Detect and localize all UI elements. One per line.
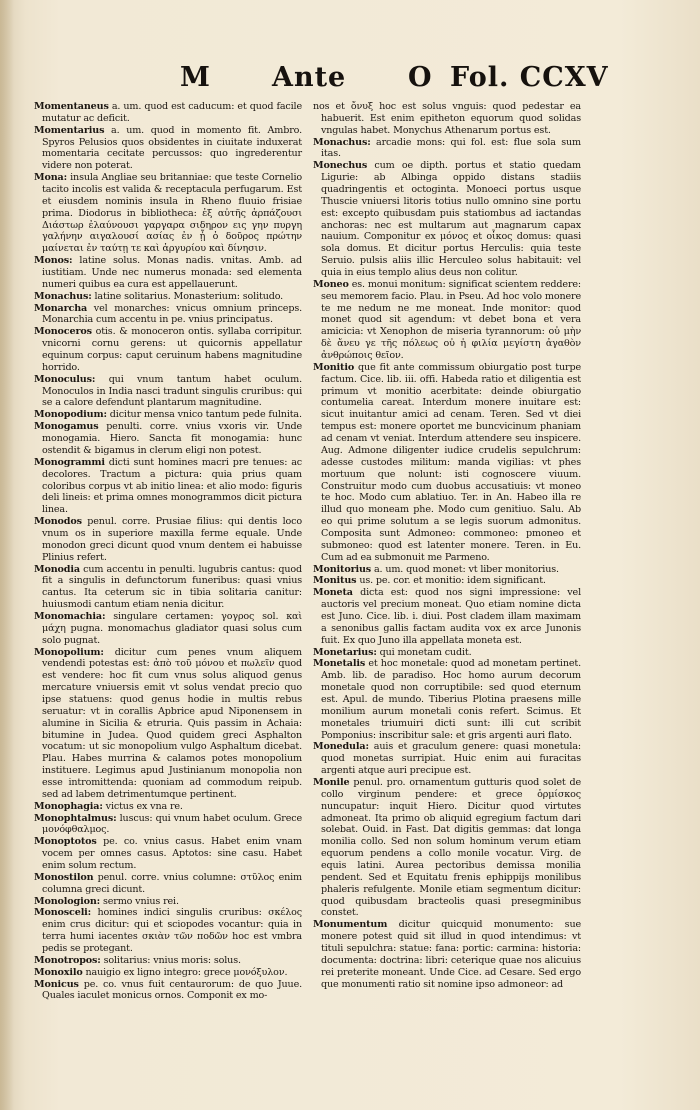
dictionary-entry xyxy=(34,801,302,813)
dictionary-entry xyxy=(313,160,581,279)
entry-definition: nauigio ex ligno integro: grece μονόξυλον. xyxy=(85,966,288,978)
dictionary-entry xyxy=(313,647,581,659)
right-column xyxy=(313,101,581,990)
entry-definition: homines indici singulis cruribus: σκέλος enim crus dicitur: qui et sciopodes vocantur: quia in terra humi iacentes σκιὰν τῶν ποδῶν hoc est vmbra pedis se protegant. xyxy=(42,907,302,955)
folio-number: Fol. CCXV xyxy=(450,62,609,93)
entry-definition: penul. corre. vnius columne: στῦλος enim columna greci dicunt. xyxy=(42,871,302,895)
entry-definition: victus ex vna re. xyxy=(105,800,183,812)
entry-definition: cum oe dipth. portus et statio quedam Ligurie: ab Albinga oppido distans stadiis quadringentis et octoginta. Monoeci portus usque Thuscie vniuersi litoris totius nullo omnino sine portu est: excepto quibusdam puis statiombus ad iactandas anchoras: nec est multarum aut magnarum capax nauium. Componitur ex μόνος et οἶκος domus: quasi sola domus. Et dicitur portus Herculis: quia teste Seruio. pulsis aliis illic Herculeo solus habitauit: vel quia in eius templo alius deus non colitur. xyxy=(321,160,582,279)
entry-headword: Monogrammi xyxy=(34,456,105,468)
dictionary-entry xyxy=(34,896,302,908)
entry-definition: nos et ὄνυξ hoc est solus vnguis: quod pedestar ea habuerit. Est enim epitheton equorum quod solidas vngulas habet. Monychus Athenarum portus est. xyxy=(313,101,581,136)
header-word: Ante xyxy=(272,62,347,93)
entry-definition: penul. pro. ornamentum gutturis quod solet de collo virginum pendere: et grece ὁρμίσκος nuncupatur: inquit Hiero. Dicitur quod virtutes admoneat. Ita primo ob aliquid egregium factum dari solebat. Ouid. in Fast. Dat digitis gemmas: dat longa monilia collo. Sed non solum hominum verum etiam equorum pendens a collo monile vocatur. Virg. de equis latini. Aurea pectoribus demissa monilia pendent. Sed et Equitatu frenis ephippijs monilibus phaleris refulgente. Monile etiam segmentum dicitur: quod quibusdam bracteolis quasi presegminibus constet. xyxy=(321,776,581,919)
entry-headword: Monophtalmus: xyxy=(34,812,117,824)
dictionary-entry xyxy=(313,658,581,741)
entry-definition: pe. co. vnus fuit centaurorum: de quo Juue. Quales iaculet monicus ornos. Componit ex mo- xyxy=(42,978,303,1002)
dictionary-entry xyxy=(34,409,302,421)
entry-definition: a. um. quod in momento fit. Ambro. Spyros Pelusios quos obsidentes in ciuitate induxerat momentaria cecitate percussos: quo ingrederentur videre non poterat. xyxy=(42,124,302,172)
dictionary-entry xyxy=(34,101,302,125)
entry-definition: dicitur mensa vnico tantum pede fulnita. xyxy=(109,409,302,421)
entry-headword: Monos: xyxy=(34,255,73,267)
dictionary-entry xyxy=(313,777,581,919)
entry-headword: Monopodium: xyxy=(34,409,107,421)
entry-headword: Monetarius: xyxy=(313,646,377,658)
dictionary-entry xyxy=(34,291,302,303)
left-column xyxy=(34,101,302,1002)
entry-headword: Monumentum xyxy=(313,919,388,931)
entry-definition: latine solus. Monas nadis. vnitas. Amb. ad iustitiam. Unde nec numerus monada: sed elementa numeri quibus ea cura est appellauerunt. xyxy=(42,255,303,290)
dictionary-entry xyxy=(313,279,581,362)
running-header xyxy=(180,62,610,102)
entry-definition: singulare certamen: γογρος sol. καὶ μάχη pugna. monomachus gladiator quasi solus cum solo pugnat. xyxy=(42,610,302,646)
dictionary-entry xyxy=(34,872,302,896)
entry-headword: Monetalis xyxy=(313,658,366,670)
entry-headword: Monophagia: xyxy=(34,800,103,812)
dictionary-entry xyxy=(34,979,302,1003)
dictionary-entry xyxy=(34,516,302,563)
entry-headword: Monechus xyxy=(313,160,368,172)
dictionary-entry xyxy=(313,575,581,587)
entry-headword: Moneo xyxy=(313,278,349,290)
entry-definition: otis. & monoceron ontis. syllaba corripitur. vnicorni cornu gerens: ut quicornis appellatur equinum corpus: caput ceruinum habens magnitudine horrido. xyxy=(42,326,303,373)
entry-headword: Monitorius xyxy=(313,563,372,575)
dictionary-entry xyxy=(313,137,581,161)
header-letter: M xyxy=(180,62,211,93)
entry-definition: penulti. corre. vnius vxoris vir. Unde monogamia. Hiero. Sancta fit monogamia: hunc ostendit & bigamus in clerum eligi non potest. xyxy=(42,421,303,456)
dictionary-entry xyxy=(34,907,302,954)
entry-headword: Monogamus xyxy=(34,421,99,433)
dictionary-entry xyxy=(34,611,302,647)
dictionary-entry xyxy=(34,421,302,457)
entry-headword: Monachus: xyxy=(34,290,92,302)
entry-headword: Monedula: xyxy=(313,741,369,753)
entry-definition: vel monarches: vnicus omnium princeps. Monarchia cum accentu in pe. vnius principatus. xyxy=(42,302,302,326)
header-range: O xyxy=(408,62,433,93)
entry-definition: a. um. quod monet: vt liber monitorius. xyxy=(373,563,559,575)
entry-headword: Monile xyxy=(313,776,350,788)
dictionary-entry xyxy=(313,919,581,990)
dictionary-entry xyxy=(34,457,302,516)
entry-definition: sermo vnius rei. xyxy=(102,895,179,907)
entry-definition: arcadie mons: qui fol. est: flue sola sum itas. xyxy=(321,136,582,160)
dictionary-entry xyxy=(34,303,302,327)
dictionary-entry xyxy=(34,647,302,801)
entry-definition: luscus: qui vnum habet oculum. Grece μονόφθαλμος. xyxy=(42,812,302,836)
entry-definition: dicitur cum penes vnum aliquem vendendi potestas est: ἀπὸ τοῦ μόνου et πωλεῖν quod est vendere: hoc fit cum vnus solus aliquod genus mercature vniuersis emit vt solus vendat precio quo ipse statuens: quod genus hodie in multis rebus seruatur: vt in corallis Apbrice apud Niponensem in alumine in Sicilia & etruria. Quis passim in Achaia: bitumine in Judea. Quod quidem greci Asphalton vocatum: ut sic monopolium vulgo Asphaltum dicebat. Plau. Habes murrina & calamos potes monopolium instituere. Legimus apud Justinianum monopolia non esse intromittenda: quoniam ad commodum reipub. sed ad labem detrimentumque pertinent. xyxy=(42,646,302,800)
entry-definition: insula Angliae seu britanniae: que teste Cornelio tacito incolis est valida & receptacula perfugarum. Est et eiusdem nominis insula in Rheno fluuio frisiae prima. Diodorus in bibliotheca: ἐξ αὐτῆς ἁρπάζουσι Διάστωρ ἐλαύνουσι γαργαρα σιδηρον εις γην πυργη γαλήνην αιγαλουσί ασίας ἐν ᾗ ὁ δοῦρος πρώτην μαίνεται ἐν ταύτῃ τε καὶ ἀργυρίου καὶ δίνησιν. xyxy=(42,172,302,255)
entry-headword: Monosceli: xyxy=(34,907,92,919)
dictionary-entry xyxy=(313,564,581,576)
entry-headword: Monoxilo xyxy=(34,966,83,978)
entry-headword: Monodos xyxy=(34,516,82,528)
entry-headword: Monoceros xyxy=(34,326,92,338)
entry-headword: Monarcha xyxy=(34,302,88,314)
entry-definition: pe. co. vnius casus. Habet enim vnam vocem per omnes casus. Aptotos: sine casu. Habet enim solum rectum. xyxy=(42,836,302,871)
dictionary-entry xyxy=(34,326,302,373)
dictionary-entry xyxy=(34,172,302,255)
entry-definition: que fit ante commissum obiurgatio post turpe factum. Cice. lib. iii. offi. Habeda ratio et diligentia est primum vt monitio acerbitate: deinde obiurgatio contumelia careat. Interdum monere inuitare est: sicut inuitantur amici ad cenam. Teren. Sed vt diei tempus est: monere oportet me buncvicinum phaniam ad cenam vt veniat. Interdum attendere seu inspicere. Aug. Admone diligenter iudice crudelis sepulchrum: adesse custodes militum: manda vigilias: vt phes mortuum que nolunt: isti cognoscere viuum. Construitur modo cum duobus accusatiuis: vt moneo te hoc. Modo cum ablatiuo. Ter. in An. Habeo illa re illud quo moneam phe. Modo cum genitiuo. Salu. Ab eo qui prime solutum a se legis suorum admonitus. Composita sunt Admoneo: commoneo: pmoneo et submoneo: quod est latenter monere. Teren. in Eu. Cum ad ea submonuit me Parmeno. xyxy=(321,361,581,563)
entry-headword: Monicus xyxy=(34,978,79,990)
entry-definition: cum accentu in penulti. lugubris cantus: quod fit a singulis in defunctorum funeribus: quasi vnius cantus. Ita ceterum sic in tibia solitaria canitur: huiusmodi cantum etiam nenia dicitur. xyxy=(42,563,302,611)
entry-headword: Monoptotos xyxy=(34,836,97,848)
entry-headword: Moneta xyxy=(313,587,353,599)
dictionary-entry xyxy=(313,101,581,137)
dictionary-entry xyxy=(313,587,581,646)
dictionary-entry xyxy=(34,125,302,172)
entry-headword: Monotropos: xyxy=(34,954,101,966)
entry-headword: Monopolium: xyxy=(34,646,104,658)
entry-headword: Monostilon xyxy=(34,871,94,883)
dictionary-entry xyxy=(34,967,302,979)
entry-headword: Momentarius xyxy=(34,124,105,136)
dictionary-entry xyxy=(34,564,302,611)
entry-headword: Monitus xyxy=(313,575,357,587)
entry-definition: us. pe. cor. et monitio: idem significant. xyxy=(359,575,546,587)
entry-headword: Mona: xyxy=(34,172,68,184)
entry-definition: qui monetam cudit. xyxy=(379,646,472,658)
dictionary-entry xyxy=(34,255,302,291)
dictionary-entry xyxy=(34,836,302,872)
dictionary-entry xyxy=(34,955,302,967)
entry-headword: Monologion: xyxy=(34,895,101,907)
entry-definition: dicta est: quod nos signi impressione: vel auctoris vel precium moneat. Quo etiam nomine dicta est Juno. Cice. lib. i. diui. Post cladem illam maximam a senonibus gallis factam audita vox ex arce Junonis fuit. Ex quo Juno illa appellata moneta est. xyxy=(321,587,582,646)
dictionary-entry xyxy=(313,741,581,777)
entry-headword: Monoculus: xyxy=(34,373,96,385)
entry-headword: Monachus: xyxy=(313,136,371,148)
entry-headword: Momentaneus xyxy=(34,101,109,112)
entry-definition: latine solitarius. Monasterium: solitudo. xyxy=(94,290,284,302)
entry-definition: a. um. quod est caducum: et quod facile mutatur ac deficit. xyxy=(42,101,303,124)
entry-definition: dicti sunt homines macri pre tenues: ac decolores. Tractum a pictura: quia prius quam coloribus corpus vt ab initio linea: et alio modo: figuris deli lineis: et prima omnes monogrammos dicit pictura linea. xyxy=(42,456,302,516)
entry-definition: qui vnum tantum habet oculum. Monoculos in India nasci tradunt singulis cruribus: qui se a calore defendunt plantarum magnitudine. xyxy=(42,373,302,409)
entry-definition: es. monui monitum: significat scientem reddere: seu memorem facio. Plau. in Pseu. Ad hoc volo monere te me nedum ne me moneat. Inde monitor: quod monet quod sit agendum: vt debet bona et vera amicicia: vt Xenophon de miseria tyrannorum: οὐ μὴν δὲ ἄνευ γε τῆς πόλεως οὐ ἡ φιλία μεγίστη ἀγαθὸν ἀνθρώποις θεῖον. xyxy=(321,278,581,362)
dictionary-entry xyxy=(34,374,302,410)
entry-headword: Monomachia: xyxy=(34,610,106,622)
entry-definition: dicitur quicquid monumento: sue monere potest quid sit illud in quod intendimus: vt tituli sepulchra: statue: fana: portic: carmina: historia: documenta: doctrina: libri: ceterique quae nos alicuius rei preterite moneant. Unde Cice. ad Cesare. Sed ergo que monumenti ratio sit nomine ipso admoneor: ad xyxy=(321,919,581,990)
entry-definition: auis et graculum genere: quasi monetula: quod monetas surripiat. Huic enim aui furacitas argenti atque auri precipue est. xyxy=(321,741,581,777)
dictionary-entry xyxy=(313,362,581,564)
dictionary-entry xyxy=(34,813,302,837)
entry-headword: Monodia xyxy=(34,563,80,575)
entry-definition: solitarius: vnius moris: solus. xyxy=(103,954,241,966)
entry-definition: penul. corre. Prusiae filius: qui dentis loco vnum os in superiore maxilla ferme equale. Unde monodon greci dicunt quod vnum dentem ei habuisse Plinius refert. xyxy=(42,516,302,563)
entry-definition: et hoc monetale: quod ad monetam pertinet. Amb. lib. de paradiso. Hoc homo aurum decorum monetale quod non corruptibile: sed quod eternum est. Apul. de mundo. Tiberius Plotina praesens mille monilium aurum monetali conis refert. Scimus. Et monetales triumuiri dicti sunt: illi cut scribit Pomponius: inscribitur sale: et gris argenti auri flato. xyxy=(321,658,582,741)
entry-headword: Monitio xyxy=(313,361,355,373)
